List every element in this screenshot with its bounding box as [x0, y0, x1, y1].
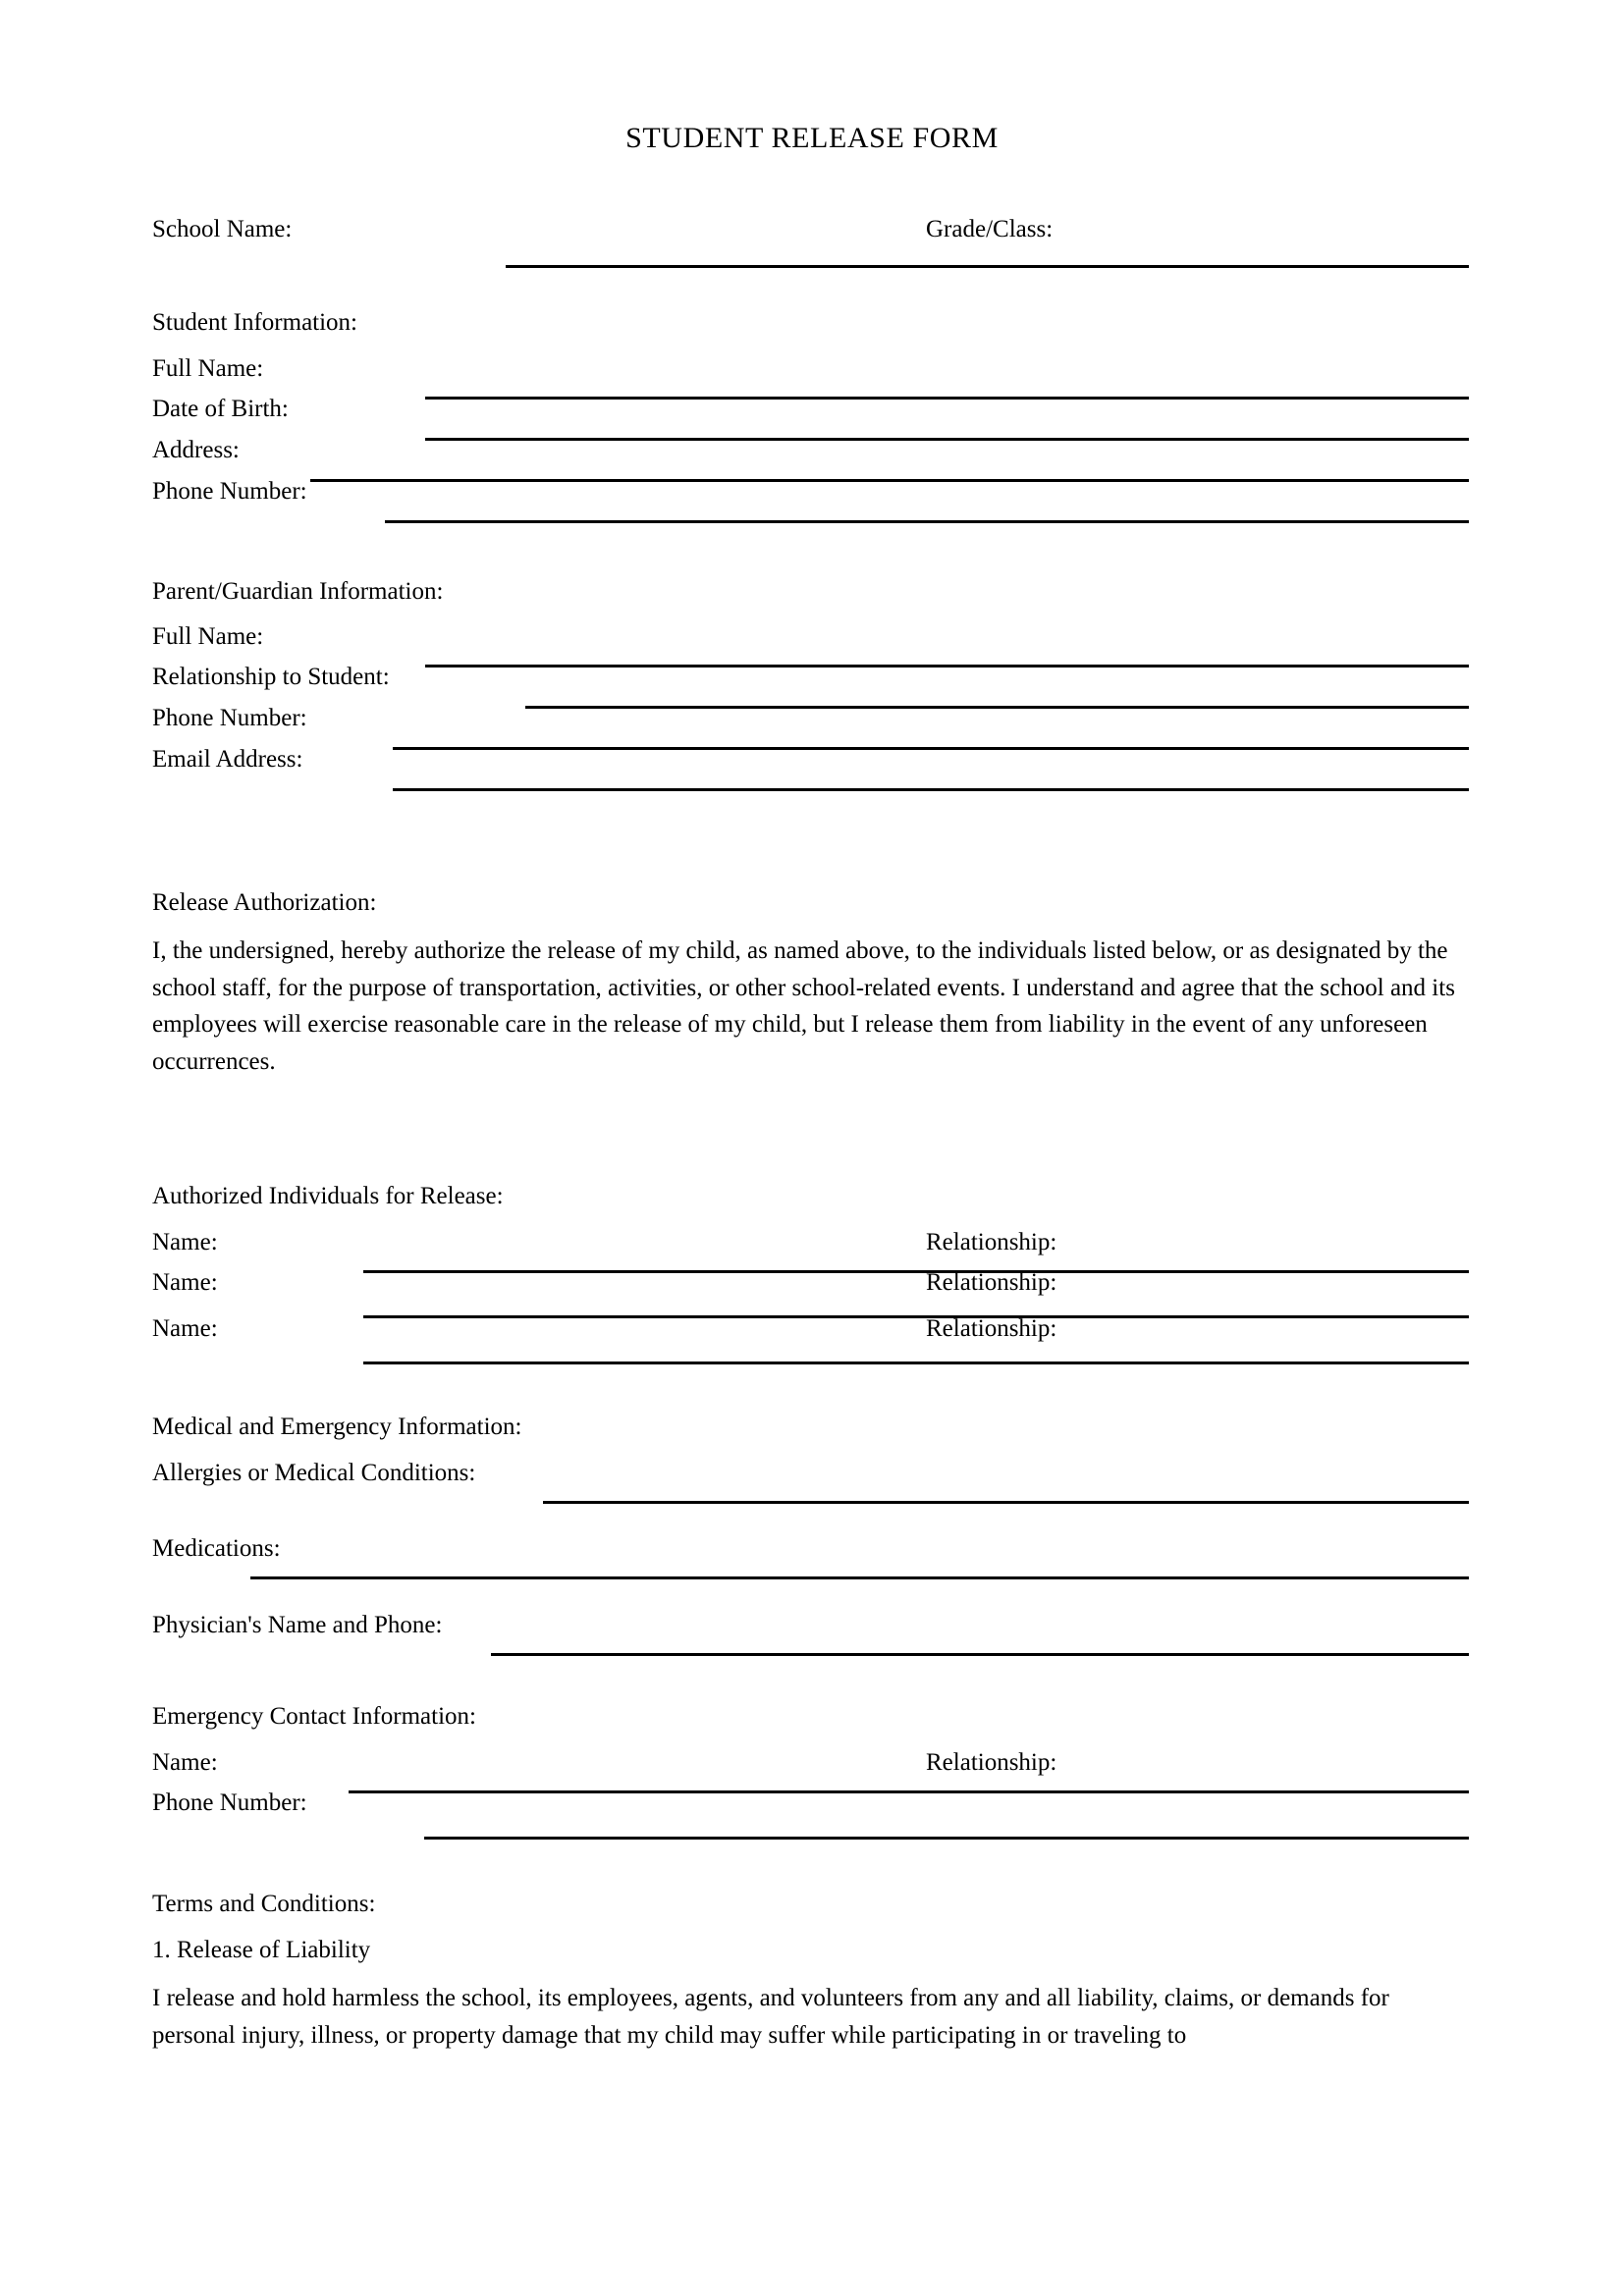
parent-phone-number-input-line[interactable] [393, 747, 1469, 750]
student-phone-number-input-line[interactable] [385, 520, 1469, 523]
student-address-label: Address: [152, 437, 240, 463]
authorized-individual-3-relationship-label: Relationship: [926, 1315, 1057, 1342]
medications-label: Medications: [152, 1535, 281, 1562]
authorized-individual-2-relationship-label: Relationship: [926, 1269, 1057, 1296]
terms-and-conditions-heading: Terms and Conditions: [152, 1891, 376, 1917]
parent-relationship-to-student-label: Relationship to Student: [152, 664, 390, 690]
authorized-individual-3-input-line[interactable] [363, 1362, 1469, 1364]
student-phone-number-label: Phone Number: [152, 478, 307, 505]
emergency-contact-phone-number-label: Phone Number: [152, 1789, 307, 1816]
physician-name-phone-input-line[interactable] [491, 1653, 1469, 1656]
parent-full-name-label: Full Name: [152, 623, 264, 650]
parent-guardian-information-heading: Parent/Guardian Information: [152, 578, 444, 605]
parent-email-address-input-line[interactable] [393, 788, 1469, 791]
terms-item-1-paragraph: I release and hold harmless the school, its employees, agents, and volunteers from any and all liability, claims, or demands for personal injury, illness, or property damage that my child may suffer while participating in or traveling to [152, 1985, 1389, 2049]
parent-phone-number-label: Phone Number: [152, 705, 307, 731]
authorized-individual-2-name-label: Name: [152, 1269, 218, 1296]
allergies-medical-conditions-label: Allergies or Medical Conditions: [152, 1460, 476, 1486]
terms-item-1-body [152, 1980, 1463, 2054]
student-information-heading: Student Information: [152, 309, 357, 336]
authorized-individuals-heading: Authorized Individuals for Release: [152, 1183, 504, 1209]
release-authorization-heading: Release Authorization: [152, 889, 377, 916]
page-title: STUDENT RELEASE FORM [625, 122, 999, 154]
emergency-contact-information-heading: Emergency Contact Information: [152, 1703, 476, 1730]
release-authorization-body [152, 933, 1463, 1080]
parent-email-address-label: Email Address: [152, 746, 303, 773]
authorized-individual-1-name-label: Name: [152, 1229, 218, 1255]
authorized-individual-3-name-label: Name: [152, 1315, 218, 1342]
parent-full-name-input-line[interactable] [425, 665, 1469, 667]
emergency-contact-phone-number-input-line[interactable] [424, 1837, 1469, 1840]
authorized-individual-2-input-line[interactable] [363, 1315, 1469, 1318]
student-address-input-line[interactable] [310, 479, 1469, 482]
emergency-contact-name-input-line[interactable] [349, 1790, 1469, 1793]
authorized-individual-1-input-line[interactable] [363, 1270, 1469, 1273]
medical-emergency-information-heading: Medical and Emergency Information: [152, 1414, 522, 1440]
student-full-name-input-line[interactable] [425, 397, 1469, 400]
student-date-of-birth-label: Date of Birth: [152, 396, 289, 422]
authorized-individual-1-relationship-label: Relationship: [926, 1229, 1057, 1255]
terms-item-1-title: 1. Release of Liability [152, 1937, 371, 1963]
student-date-of-birth-input-line[interactable] [425, 438, 1469, 441]
allergies-medical-conditions-input-line[interactable] [543, 1501, 1469, 1504]
student-full-name-label: Full Name: [152, 355, 264, 382]
emergency-contact-name-label: Name: [152, 1749, 218, 1776]
medications-input-line[interactable] [250, 1576, 1469, 1579]
release-authorization-paragraph: I, the undersigned, hereby authorize the release of my child, as named above, to the individuals listed below, or as designated by the school staff, for the purpose of transportation, activities, or other school-related events. I understand and agree that the school and its employees will exercise reasonable care in the release of my child, but I release them from liability in the event of any unforeseen occurrences. [152, 937, 1455, 1075]
physician-name-phone-label: Physician's Name and Phone: [152, 1612, 443, 1638]
school-name-grade-class-input-line[interactable] [506, 265, 1469, 268]
grade-class-label: Grade/Class: [926, 216, 1054, 242]
school-name-label: School Name: [152, 216, 293, 242]
emergency-contact-relationship-label: Relationship: [926, 1749, 1057, 1776]
parent-relationship-to-student-input-line[interactable] [525, 706, 1469, 709]
